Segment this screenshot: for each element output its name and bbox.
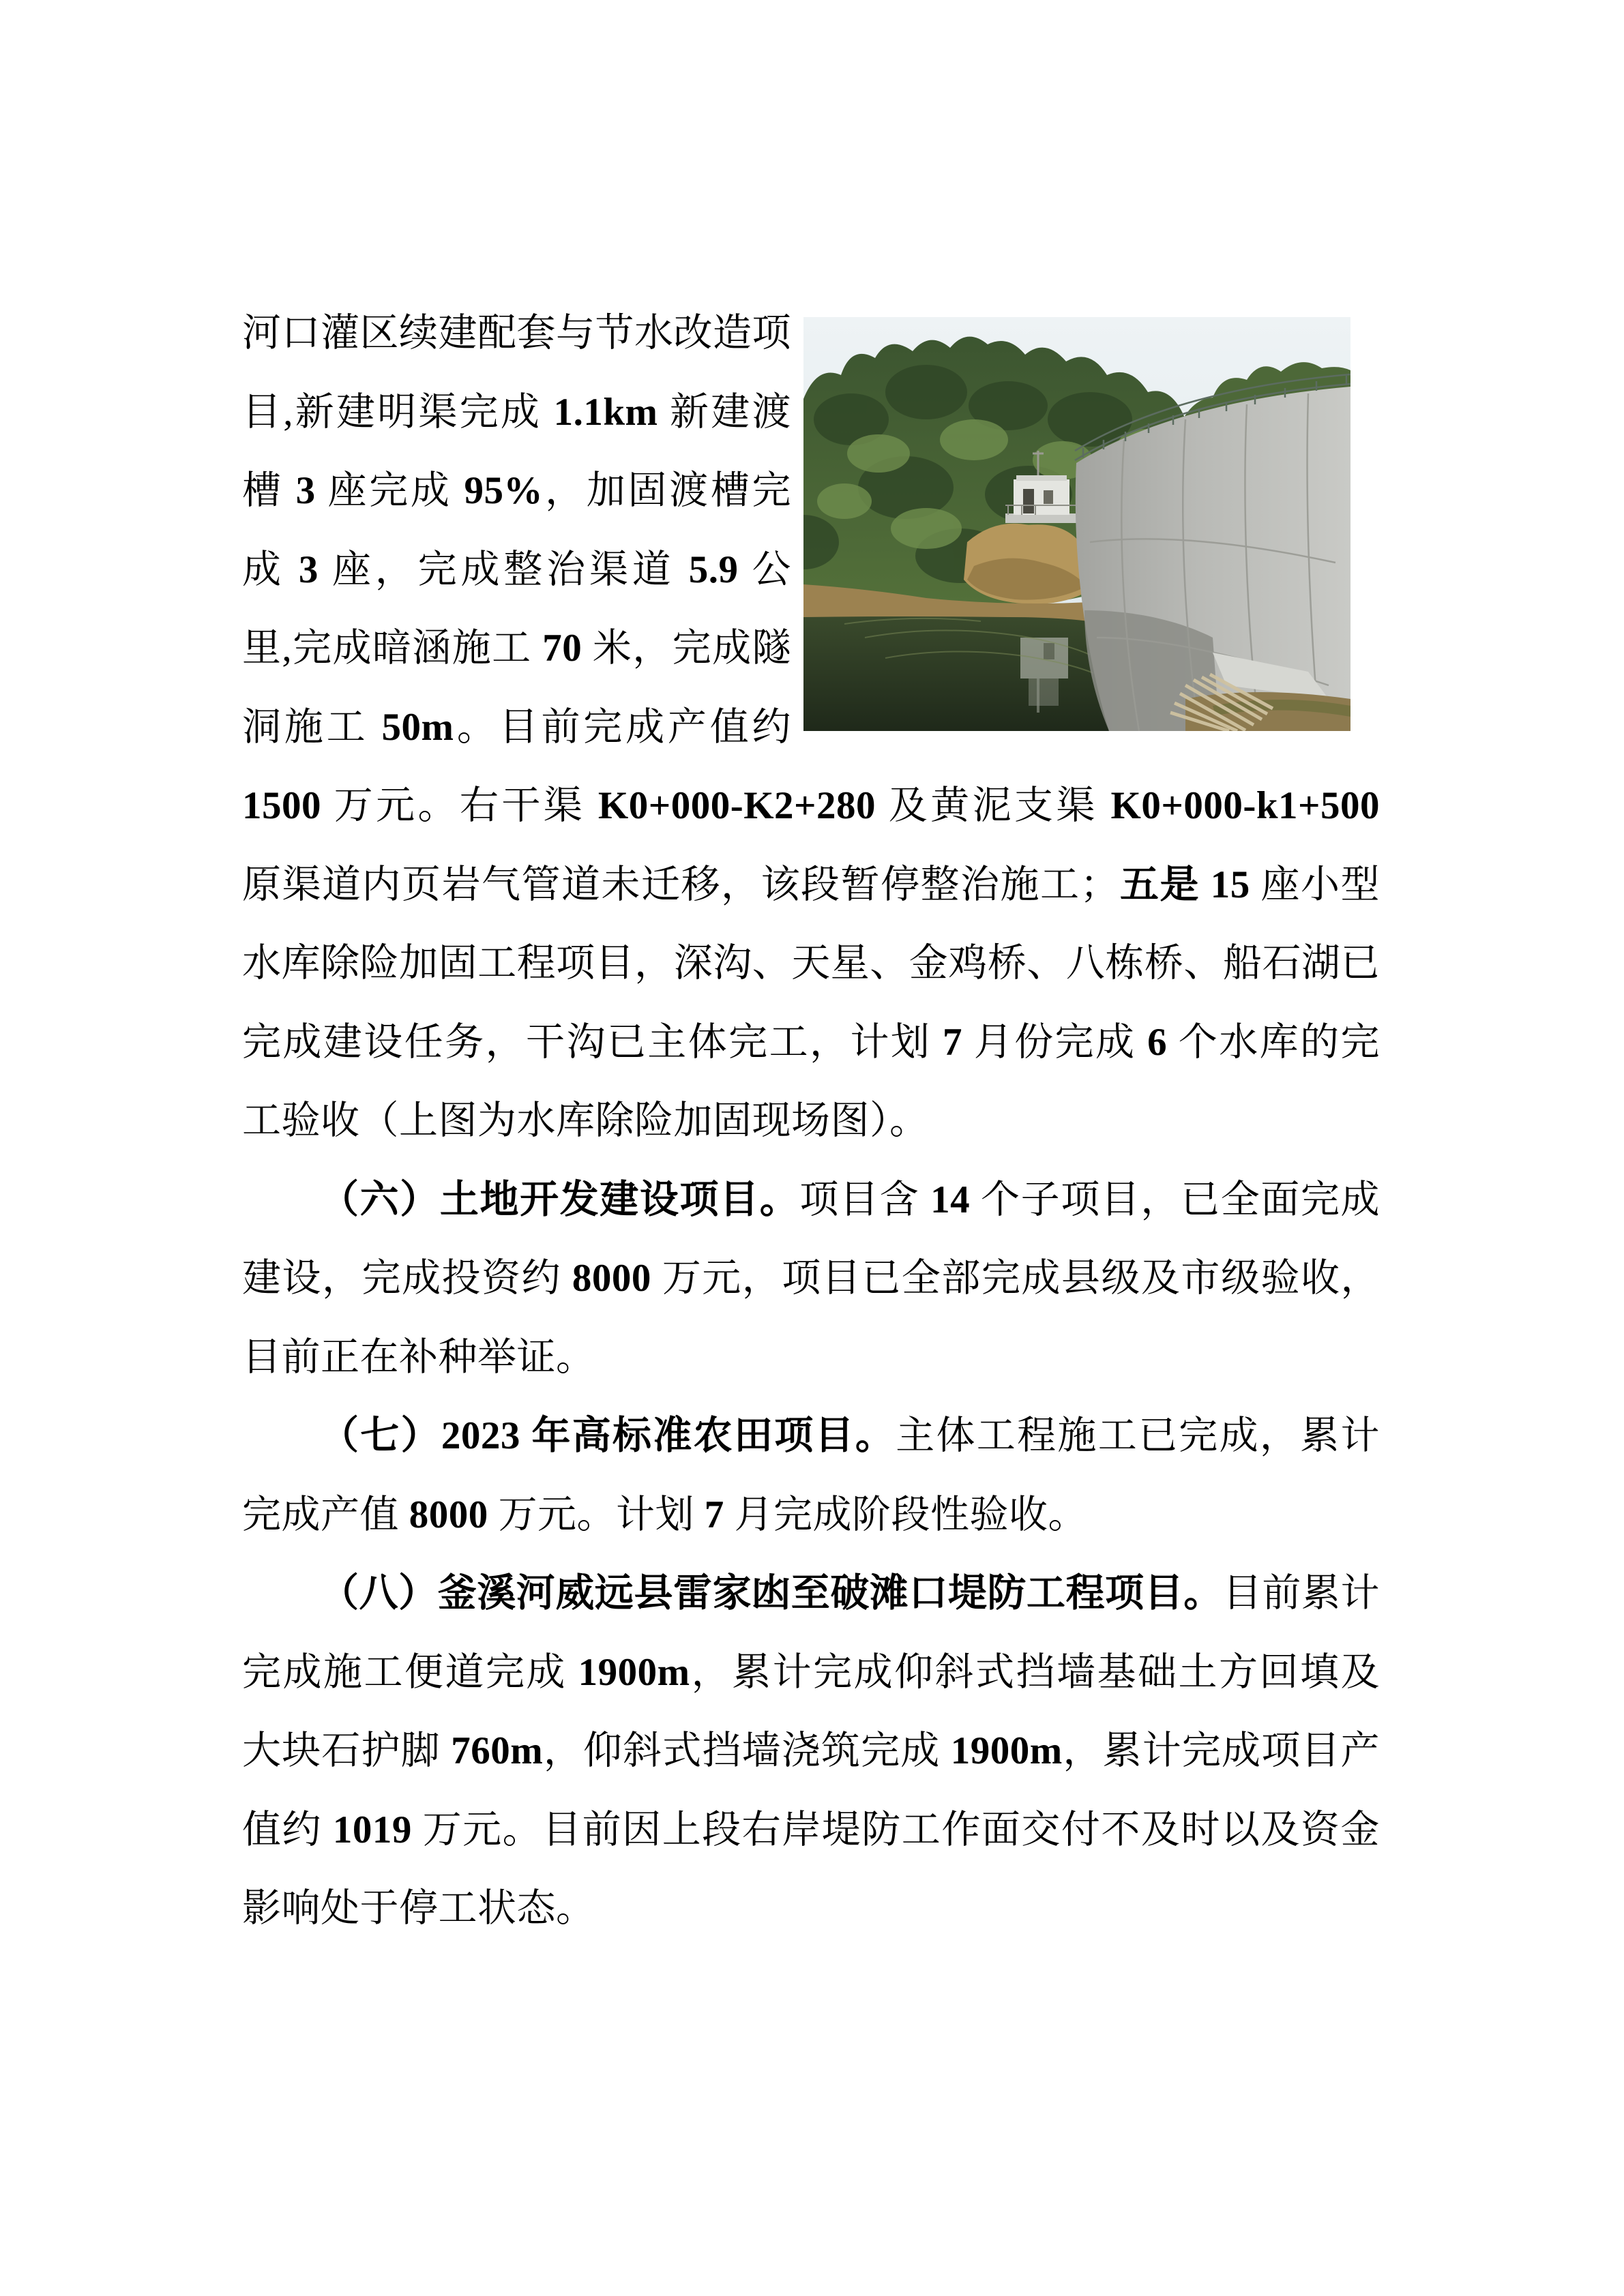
text-run: 70 xyxy=(542,627,582,670)
text-run: 米，完成隧洞施工 xyxy=(242,627,792,749)
text-run: 主体工程施工已完成，累计完成产值 xyxy=(242,1414,1381,1536)
text-run: 月份完成 xyxy=(962,1020,1148,1064)
text-run: 5.9 xyxy=(688,548,739,591)
text-run: 月完成阶段性验收。 xyxy=(724,1493,1087,1536)
text-run: 7 xyxy=(704,1493,724,1536)
text-run: K0+000-k1+500 xyxy=(1110,784,1381,827)
text-run: 1500 xyxy=(242,784,321,827)
reservoir-reinforcement-site-photo xyxy=(803,317,1350,731)
paragraph-8-fuxi-river-embankment-project xyxy=(242,1554,1380,1948)
text-run: 及黄泥支渠 xyxy=(876,784,1111,827)
text-run: 1900m xyxy=(950,1729,1063,1772)
text-run: 1900m xyxy=(578,1650,690,1694)
text-run: 原渠道内页岩气管道未迁移，该段暂停整治施工； xyxy=(242,863,1119,906)
text-run: （七） xyxy=(320,1414,441,1457)
text-run: 6 xyxy=(1147,1020,1168,1064)
text-run: 项目含 xyxy=(799,1178,931,1221)
text-run: 个水库的完工验收（上图为水库除险加固现场图）。 xyxy=(242,1020,1381,1142)
text-run: K0+000-K2+280 xyxy=(597,784,876,827)
text-run: 五是 xyxy=(1119,863,1200,906)
text-run: 目前累计完成施工便道完成 xyxy=(242,1572,1381,1694)
paragraph-7-high-standard-farmland-project xyxy=(242,1397,1380,1554)
text-run: 万元。目前因上段右岸堤防工作面交付不及时以及资金影响处于停工状态。 xyxy=(242,1808,1381,1930)
text-run: 760m xyxy=(451,1729,544,1772)
text-run: 14 xyxy=(930,1178,971,1221)
text-run: 95% xyxy=(464,469,543,512)
text-run: 8000 xyxy=(409,1493,488,1536)
text-run: 个子项目，已全面完成建设，完成投资约 xyxy=(242,1178,1381,1300)
text-run: 3 xyxy=(295,469,316,512)
text-run: 座小型水库除险加固工程项目，深沟、天星、金鸡桥、八栋桥、船石湖已完成建设任务，干沟已主体完工，计划 xyxy=(242,863,1380,1064)
text-run: 1.1km xyxy=(553,390,658,434)
text-run: 万元，项目已全部完成县级及市级验收，目前正在补种举证。 xyxy=(242,1257,1381,1379)
text-run: 河口灌区续建配套与节水改造项目,新建明渠完成 xyxy=(242,312,791,434)
text-run: 15 xyxy=(1210,863,1250,906)
text-run: （六）土地开发建设项目。 xyxy=(320,1178,800,1221)
text-run: 座，完成整治渠道 xyxy=(318,548,689,591)
text-run: 2023 xyxy=(441,1414,520,1457)
text-run: 座完成 xyxy=(315,469,464,512)
document-body xyxy=(242,294,1380,1948)
text-run: 3 xyxy=(298,548,319,591)
text-run: 50m xyxy=(381,705,454,749)
text-run: ，累计完成项目产值约 xyxy=(242,1729,1381,1851)
text-run: 新建渡槽 xyxy=(242,390,791,512)
paragraph-6-land-development-project xyxy=(242,1161,1380,1397)
text-run: 8000 xyxy=(572,1257,651,1300)
text-run: （八）釜溪河威远县雷家凼至破滩口堤防工程项目。 xyxy=(320,1572,1223,1615)
text-run xyxy=(1200,863,1211,906)
text-run: ，加固渡槽完成 xyxy=(242,469,792,591)
site-photo-graphic xyxy=(803,317,1350,731)
text-run: 万元。右干渠 xyxy=(321,784,598,827)
photo-water xyxy=(803,616,1127,731)
text-run: ，累计完成仰斜式挡墙基础土方回填及大块石护脚 xyxy=(242,1650,1381,1772)
text-run: 年高标准农田项目。 xyxy=(520,1414,896,1457)
text-run: 。目前完成产值约 xyxy=(454,705,792,749)
text-run: ，仰斜式挡墙浇筑完成 xyxy=(543,1729,951,1772)
text-run: 1019 xyxy=(332,1808,412,1851)
text-run: 公里,完成暗涵施工 xyxy=(242,548,792,670)
text-run: 万元。计划 xyxy=(488,1493,705,1536)
text-run: 7 xyxy=(943,1020,963,1064)
